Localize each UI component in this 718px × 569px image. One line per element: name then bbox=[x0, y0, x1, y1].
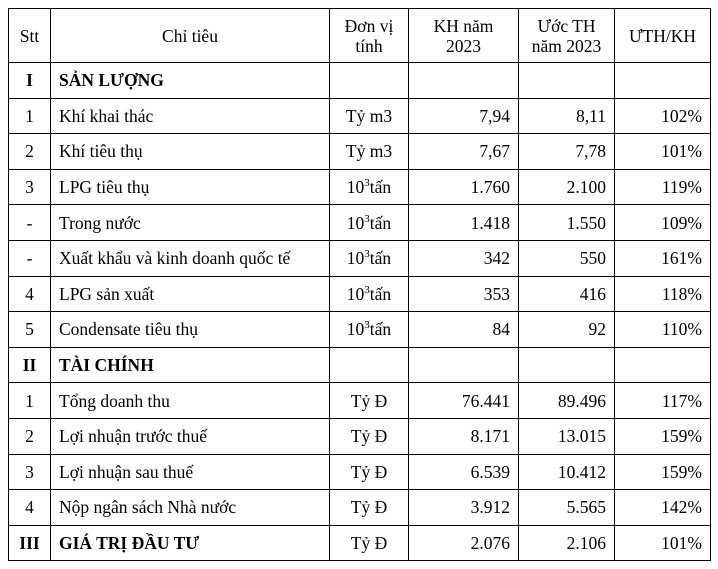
cell-indicator: Tổng doanh thu bbox=[51, 383, 330, 419]
cell-plan-2023: 7,67 bbox=[409, 134, 519, 170]
unit-suffix: tấn bbox=[369, 283, 392, 304]
cell-unit bbox=[330, 169, 409, 205]
cell-stt: 4 bbox=[9, 490, 51, 526]
cell-indicator: Lợi nhuận trước thuế bbox=[51, 418, 330, 454]
header-estimate-line1: Ước TH bbox=[537, 15, 596, 36]
cell-stt: 2 bbox=[9, 418, 51, 454]
cell-plan-2023: 7,94 bbox=[409, 98, 519, 134]
cell-indicator: Xuất khẩu và kinh doanh quốc tế bbox=[51, 240, 330, 276]
unit-suffix: tấn bbox=[369, 248, 392, 269]
cell-indicator: Lợi nhuận sau thuế bbox=[51, 454, 330, 490]
cell-plan-2023: 342 bbox=[409, 240, 519, 276]
cell-stt: - bbox=[9, 240, 51, 276]
cell-unit bbox=[330, 98, 409, 134]
unit-text: Tỷ m3 bbox=[345, 141, 393, 162]
header-estimate-line2: năm 2023 bbox=[531, 35, 602, 56]
header-stt: Stt bbox=[9, 9, 51, 63]
cell-stt: 1 bbox=[9, 383, 51, 419]
table-row bbox=[9, 490, 711, 526]
unit-text: Tỷ Đ bbox=[350, 497, 388, 518]
cell-unit bbox=[330, 205, 409, 241]
cell-plan-2023: 353 bbox=[409, 276, 519, 312]
cell-ratio bbox=[615, 63, 711, 99]
cell-indicator: Khí tiêu thụ bbox=[51, 134, 330, 170]
unit-text: Tỷ m3 bbox=[345, 105, 393, 126]
unit-exponent: 3 bbox=[364, 248, 370, 261]
cell-indicator: LPG tiêu thụ bbox=[51, 169, 330, 205]
cell-stt: I bbox=[9, 63, 51, 99]
cell-estimate-2023 bbox=[519, 347, 615, 383]
unit-exponent: 3 bbox=[364, 212, 370, 225]
cell-estimate-2023: 5.565 bbox=[519, 490, 615, 526]
cell-indicator: Trong nước bbox=[51, 205, 330, 241]
cell-plan-2023: 1.418 bbox=[409, 205, 519, 241]
cell-estimate-2023: 550 bbox=[519, 240, 615, 276]
header-plan-line2: 2023 bbox=[446, 35, 481, 56]
table-row bbox=[9, 383, 711, 419]
cell-plan-2023 bbox=[409, 347, 519, 383]
cell-unit bbox=[330, 276, 409, 312]
section-row bbox=[9, 63, 711, 99]
unit-exponent: 3 bbox=[364, 283, 370, 296]
cell-stt: 1 bbox=[9, 98, 51, 134]
section-row bbox=[9, 525, 711, 561]
cell-indicator: Condensate tiêu thụ bbox=[51, 312, 330, 348]
unit-suffix: tấn bbox=[369, 177, 392, 198]
cell-unit bbox=[330, 383, 409, 419]
cell-plan-2023: 6.539 bbox=[409, 454, 519, 490]
header-unit-line2: tính bbox=[355, 35, 383, 56]
cell-indicator: SẢN LƯỢNG bbox=[51, 63, 330, 99]
header-ratio: ƯTH/KH bbox=[615, 9, 711, 63]
cell-stt: 3 bbox=[9, 454, 51, 490]
table-row bbox=[9, 276, 711, 312]
unit-suffix: tấn bbox=[369, 212, 392, 233]
cell-estimate-2023: 416 bbox=[519, 276, 615, 312]
header-row bbox=[9, 9, 711, 63]
cell-ratio: 117% bbox=[615, 383, 711, 419]
unit-suffix: tấn bbox=[369, 319, 392, 340]
cell-stt: III bbox=[9, 525, 51, 561]
unit-base: 10 bbox=[346, 248, 365, 269]
cell-indicator: GIÁ TRỊ ĐẦU TƯ bbox=[51, 525, 330, 561]
cell-plan-2023: 3.912 bbox=[409, 490, 519, 526]
cell-ratio: 161% bbox=[615, 240, 711, 276]
table-row bbox=[9, 205, 711, 241]
section-row bbox=[9, 347, 711, 383]
unit-base: 10 bbox=[346, 212, 365, 233]
cell-plan-2023: 2.076 bbox=[409, 525, 519, 561]
cell-indicator: LPG sản xuất bbox=[51, 276, 330, 312]
cell-ratio: 119% bbox=[615, 169, 711, 205]
header-plan bbox=[409, 9, 519, 63]
cell-unit bbox=[330, 240, 409, 276]
cell-unit bbox=[330, 347, 409, 383]
cell-ratio: 159% bbox=[615, 454, 711, 490]
unit-text: Tỷ Đ bbox=[350, 390, 388, 411]
cell-estimate-2023: 7,78 bbox=[519, 134, 615, 170]
cell-indicator: Nộp ngân sách Nhà nước bbox=[51, 490, 330, 526]
header-unit-line1: Đơn vị bbox=[344, 15, 394, 36]
table-row bbox=[9, 418, 711, 454]
header-plan-line1: KH năm bbox=[433, 15, 494, 36]
cell-ratio: 109% bbox=[615, 205, 711, 241]
table-row bbox=[9, 240, 711, 276]
cell-plan-2023: 1.760 bbox=[409, 169, 519, 205]
cell-estimate-2023: 1.550 bbox=[519, 205, 615, 241]
cell-estimate-2023: 2.100 bbox=[519, 169, 615, 205]
unit-text: Tỷ Đ bbox=[350, 461, 388, 482]
cell-plan-2023: 8.171 bbox=[409, 418, 519, 454]
cell-plan-2023: 84 bbox=[409, 312, 519, 348]
cell-ratio: 102% bbox=[615, 98, 711, 134]
cell-stt: 5 bbox=[9, 312, 51, 348]
cell-indicator: Khí khai thác bbox=[51, 98, 330, 134]
header-indicator: Chỉ tiêu bbox=[51, 9, 330, 63]
targets-table bbox=[8, 8, 711, 561]
unit-base: 10 bbox=[346, 319, 365, 340]
cell-plan-2023 bbox=[409, 63, 519, 99]
cell-estimate-2023: 8,11 bbox=[519, 98, 615, 134]
unit-base: 10 bbox=[346, 283, 365, 304]
table-row bbox=[9, 312, 711, 348]
cell-stt: - bbox=[9, 205, 51, 241]
cell-unit bbox=[330, 525, 409, 561]
cell-estimate-2023: 2.106 bbox=[519, 525, 615, 561]
cell-estimate-2023: 10.412 bbox=[519, 454, 615, 490]
unit-text: Tỷ Đ bbox=[350, 426, 388, 447]
cell-unit bbox=[330, 454, 409, 490]
cell-ratio: 101% bbox=[615, 134, 711, 170]
cell-stt: II bbox=[9, 347, 51, 383]
cell-unit bbox=[330, 63, 409, 99]
table-row bbox=[9, 454, 711, 490]
header-estimate bbox=[519, 9, 615, 63]
unit-exponent: 3 bbox=[364, 177, 370, 190]
cell-stt: 3 bbox=[9, 169, 51, 205]
unit-base: 10 bbox=[346, 177, 365, 198]
cell-unit bbox=[330, 418, 409, 454]
cell-stt: 4 bbox=[9, 276, 51, 312]
cell-stt: 2 bbox=[9, 134, 51, 170]
cell-ratio: 118% bbox=[615, 276, 711, 312]
cell-plan-2023: 76.441 bbox=[409, 383, 519, 419]
cell-estimate-2023 bbox=[519, 63, 615, 99]
cell-estimate-2023: 92 bbox=[519, 312, 615, 348]
header-unit bbox=[330, 9, 409, 63]
cell-unit bbox=[330, 490, 409, 526]
unit-exponent: 3 bbox=[364, 319, 370, 332]
table-row bbox=[9, 134, 711, 170]
cell-unit bbox=[330, 134, 409, 170]
table-row bbox=[9, 169, 711, 205]
cell-ratio bbox=[615, 347, 711, 383]
cell-ratio: 110% bbox=[615, 312, 711, 348]
table-row bbox=[9, 98, 711, 134]
cell-indicator: TÀI CHÍNH bbox=[51, 347, 330, 383]
cell-estimate-2023: 13.015 bbox=[519, 418, 615, 454]
cell-unit bbox=[330, 312, 409, 348]
cell-ratio: 142% bbox=[615, 490, 711, 526]
unit-text: Tỷ Đ bbox=[350, 533, 388, 554]
cell-ratio: 159% bbox=[615, 418, 711, 454]
cell-ratio: 101% bbox=[615, 525, 711, 561]
cell-estimate-2023: 89.496 bbox=[519, 383, 615, 419]
